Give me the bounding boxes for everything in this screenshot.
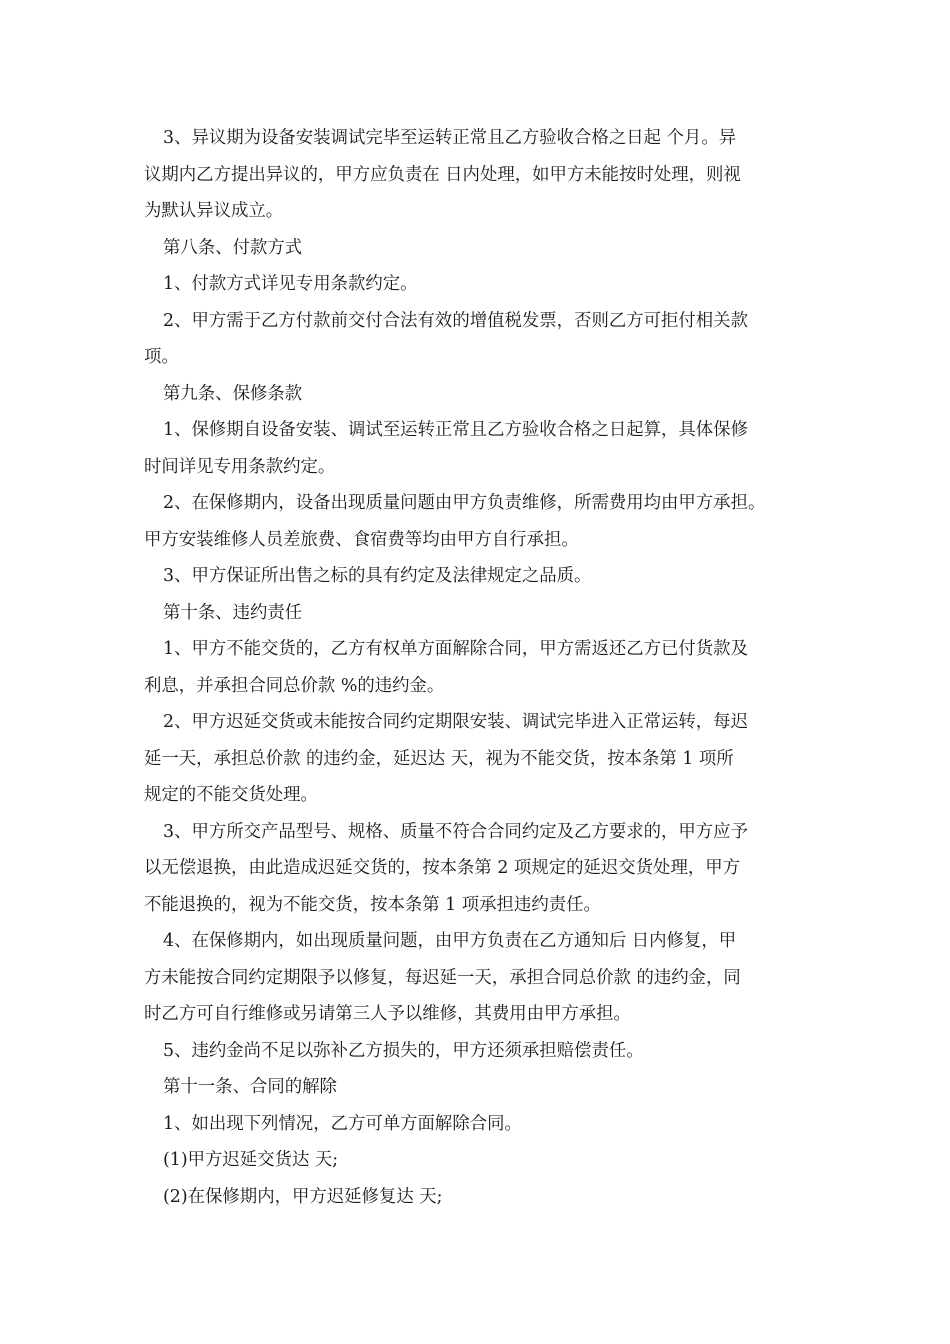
text-line: 第十条、违约责任 [163,602,303,623]
text-line: 1、付款方式详见专用条款约定。 [163,274,418,294]
text-line: 项。 [144,347,179,367]
text-line: 时间详见专用条款约定。 [144,456,336,477]
text-line: (1)甲方迟延交货达 天; [163,1150,339,1170]
text-line: 规定的不能交货处理。 [144,785,318,805]
text-line: 为默认异议成立。 [144,201,284,221]
text-line: 甲方安装维修人员差旅费、食宿费等均由甲方自行承担。 [144,529,579,550]
text-line: 第十一条、合同的解除 [163,1077,337,1097]
text-line: 1、甲方不能交货的，乙方有权单方面解除合同，甲方需返还乙方已付货款及 [163,639,748,659]
text-line: 以无偿退换，由此造成迟延交货的，按本条第 2 项规定的延迟交货处理，甲方 [144,858,741,878]
contract-body [144,120,814,1215]
text-line: 时乙方可自行维修或另请第三人予以维修，其费用由甲方承担。 [144,1004,631,1024]
text-line: 2、甲方迟延交货或未能按合同约定期限安装、调试完毕进入正常运转，每迟 [163,712,748,732]
text-line: 3、甲方所交产品型号、规格、质量不符合合同约定及乙方要求的，甲方应予 [163,821,748,842]
text-line: 第八条、付款方式 [163,237,303,258]
text-line: 3、甲方保证所出售之标的具有约定及法律规定之品质。 [163,566,592,586]
text-line: 2、甲方需于乙方付款前交付合法有效的增值税发票，否则乙方可拒付相关款 [163,310,748,331]
text-line: 5、违约金尚不足以弥补乙方损失的，甲方还须承担赔偿责任。 [163,1040,644,1061]
text-line: 延一天，承担总价款 的违约金，延迟达 天，视为不能交货，按本条第 1 项所 [144,748,734,769]
text-line: 1、如出现下列情况，乙方可单方面解除合同。 [163,1113,522,1134]
text-line: 议期内乙方提出异议的，甲方应负责在 日内处理，如甲方未能按时处理，则视 [144,164,741,185]
text-line: 不能退换的，视为不能交货，按本条第 1 项承担违约责任。 [144,894,601,915]
text-line: 利息，并承担合同总价款 %的违约金。 [144,675,445,696]
text-line: 方未能按合同约定期限予以修复，每迟延一天，承担合同总价款 的违约金，同 [144,967,741,988]
text-line: (2)在保修期内，甲方迟延修复达 天; [163,1186,443,1207]
text-line: 1、保修期自设备安装、调试至运转正常且乙方验收合格之日起算，具体保修 [163,420,748,440]
text-line: 第九条、保修条款 [163,383,303,404]
text-line: 2、在保修期内，设备出现质量问题由甲方负责维修，所需费用均由甲方承担。 [163,493,766,513]
text-line: 4、在保修期内，如出现质量问题，由甲方负责在乙方通知后 日内修复，甲 [163,931,737,951]
text-line: 3、异议期为设备安装调试完毕至运转正常且乙方验收合格之日起 个月。异 [163,128,737,148]
